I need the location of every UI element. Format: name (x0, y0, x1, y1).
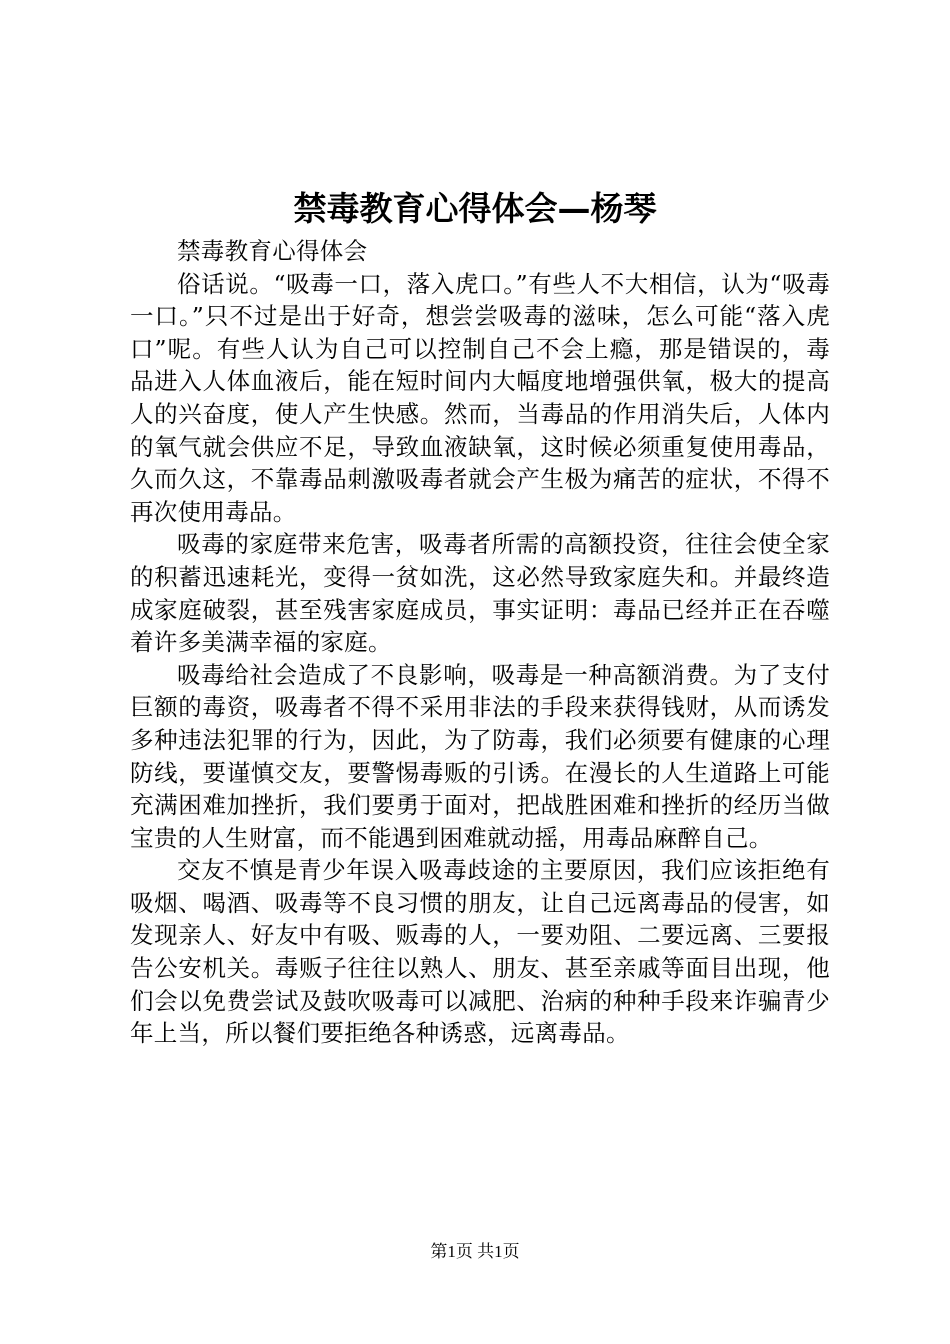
paragraph: 吸毒的家庭带来危害，吸毒者所需的高额投资，往往会使全家的积蓄迅速耗光，变得一贫如洗，这必然导致家庭失和。并最终造成家庭破裂，甚至残害家庭成员，事实证明：毒品已经并正在吞噬着许多美满幸福的家庭。 (130, 530, 830, 657)
paragraph-heading: 禁毒教育心得体会 (177, 237, 368, 265)
paragraph: 交友不慎是青少年误入吸毒歧途的主要原因，我们应该拒绝有吸烟、喝酒、吸毒等不良习惯的朋友，让自己远离毒品的侵害，如发现亲人、好友中有吸、贩毒的人，一要劝阻、二要远离、三要报告公安机关。毒贩子往往以熟人、朋友、甚至亲戚等面目出现，他们会以免费尝试及鼓吹吸毒可以减肥、治病的种种手段来诈骗青少年上当，所以餐们要拒绝各种诱惑，远离毒品。 (130, 856, 830, 1048)
paragraph: 俗话说。“吸毒一口，落入虎口。”有些人不大相信，认为“吸毒一口。”只不过是出于好奇，想尝尝吸毒的滋味，怎么可能“落入虎口”呢。有些人认为自己可以控制自己不会上瘾，那是错误的，毒品进入人体血液后，能在短时间内大幅度地增强供氧，极大的提高人的兴奋度，使人产生快感。然而，当毒品的作用消失后，人体内的氧气就会供应不足，导致血液缺氧，这时候必须重复使用毒品，久而久这，不靠毒品刺激吸毒者就会产生极为痛苦的症状，不得不再次使用毒品。 (130, 269, 830, 526)
document-body (130, 235, 830, 1050)
document-title: 禁毒教育心得体会—杨琴 (293, 189, 657, 228)
paragraph: 吸毒给社会造成了不良影响，吸毒是一种高额消费。为了支付巨额的毒资，吸毒者不得不采用非法的手段来获得钱财，从而诱发多种违法犯罪的行为，因此，为了防毒，我们必须要有健康的心理防线，要谨慎交友，要警惕毒贩的引诱。在漫长的人生道路上可能充满困难加挫折，我们要勇于面对，把战胜困难和挫折的经历当做宝贵的人生财富，而不能遇到困难就动摇，用毒品麻醉自己。 (130, 660, 830, 852)
page-number-footer: 第1页 共1页 (430, 1242, 520, 1261)
